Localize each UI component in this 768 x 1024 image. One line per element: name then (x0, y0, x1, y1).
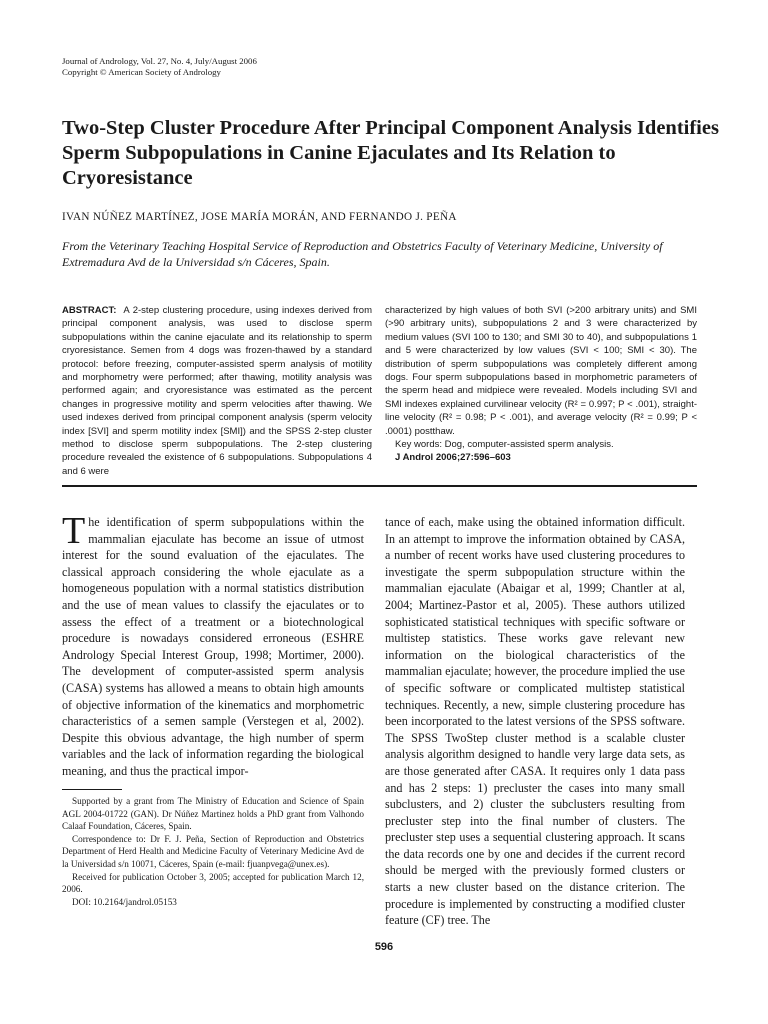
drop-cap: T (62, 510, 86, 552)
intro-text: he identification of sperm subpopulations within the mammalian ejaculate has become an issue of utmost interest for the sound evaluation of the ejaculates. The classical approach considering the whole ejaculate as a homogeneous population with a normal statistics distribution and the use of mean values to classify the ejaculates or to assess the effect of a treatment or a biotechnological procedure is nowadays considered erroneous (ESHRE Andrology Special Interest Group, 1998; Mortimer, 2000). The development of computer-assisted sperm analysis (CASA) systems has allowed a means to obtain high amounts of objective information of the kinematics and morphometric characteristics of a semen sample (Verstegen et al, 2002). Despite this obvious advantage, the high number of sperm variables and the lack of information regarding the biological meaning, and thus the practical impor- (62, 515, 364, 778)
footnote-doi: DOI: 10.2164/jandrol.05153 (72, 896, 177, 907)
body-left-column (62, 510, 364, 780)
body-paragraph: tance of each, make using the obtained information difficult. In an attempt to improve the information obtained by CASA, a number of recent works have used clustering procedures to investigate the sperm subpopulation structure within the mammalian ejaculate (Abaigar et al, 1999; Chantler at al, 2004; Martinez-Pastor et al, 2005). These authors utilized sophisticated statistical techniques with specific software or multistep statistics. These works gave relevant new information on the biological characteristics of the mammalian ejaculate; however, the procedure implied the use of specific software or complicated multistep statistical techniques. Recently, a new, simple clustering procedure has been incorporated to the latest versions of the SPSS software. The SPSS TwoStep cluster method is a scalable cluster analysis algorithm designed to handle very large data sets, as are those generated after CASA. It requires only 1 data pass and has 2 steps: 1) precluster the cases into many small subclusters, and 2) cluster the subclusters resulting from precluster step into the final number of clusters. The precluster step uses a sequential clustering approach. It scans the data records one by one and decides if the current record should be merged with the previously formed clusters or starts a new cluster based on the distance criterion. The procedure is implemented by constructing a modified cluster feature (CF) tree. The (385, 515, 685, 928)
author-list: IVAN NÚÑEZ MARTÍNEZ, JOSE MARÍA MORÁN, AND FERNANDO J. PEÑA (62, 211, 457, 223)
intro-paragraph (62, 510, 364, 780)
copyright-line: Copyright © American Society of Andrology (62, 67, 221, 77)
footnote-support: Supported by a grant from The Ministry of Education and Science of Spain AGL 2004-01722 (GAN). Dr Núñez Martinez holds a PhD grant from Valhondo Calaaf Foundation, Cáceres, Spain. (62, 796, 364, 832)
page-number: 596 (374, 941, 394, 953)
section-divider (62, 485, 697, 487)
affiliation: From the Veterinary Teaching Hospital Service of Reproduction and Obstetrics Faculty of Veterinary Medicine, University of Extremadura Avd de la Universidad s/n Cáceres, Spain. (62, 239, 663, 269)
body-right-column (385, 514, 685, 929)
footnotes (62, 795, 364, 908)
abstract-text-left: A 2-step clustering procedure, using indexes derived from principal component analysis, was used to disclose sperm subpopulations within the canine ejaculate and its relationship to sperm cryoresistance. Semen from 4 dogs was frozen-thawed by a standard protocol: before freezing, computer-assisted sperm analysis of motility and morphometry were performed; after thawing, motility analysis was performed again; and cryoresistance was estimated as the percent changes in progressive motility and sperm velocities after thawing. We used indexes derived from principal component analysis (sperm velocity index [SVI] and sperm motility index [SMI]) and the SPSS 2-step cluster method to disclose sperm subpopulations. The 2-step clustering procedure revealed the existence of 6 subpopulations. Subpopulations 4 and 6 were (62, 305, 372, 477)
keywords: Key words: Dog, computer-assisted sperm analysis. (395, 439, 614, 451)
footnote-received: Received for publication October 3, 2005; accepted for publication March 12, 2006. (62, 871, 364, 895)
footnote-divider (62, 789, 122, 790)
abstract-label: ABSTRACT: (62, 305, 117, 316)
footnote-correspondence: Correspondence to: Dr F. J. Peña, Section of Reproduction and Obstetrics Department of Herd Health and Medicine Faculty of Veterinary Medicine Avd de la Universidad s/n 10071, Cáceres, Spain (e-mail: fjuanpvega@unex.es). (62, 833, 364, 869)
abstract-right-column (385, 304, 697, 465)
abstract-text-right: characterized by high values of both SVI (>200 arbitrary units) and SMI (>90 arbitrary units), subpopulations 2 and 3 were characterized by medium values (SVI 100 to 130; and SMI 30 to 40), and subpopulations 1 and 5 were characterized by low values (SVI < 100; SMI < 30). The distribution of sperm subpopulations was completely different among dogs. Four sperm subpopulations based in morphometric parameters of the sperm head and midpiece were revealed. Models including SVI and SMI indexes explained curvilinear velocity (R² = 0.997; P < .001), straight-line velocity (R² = 0.98; P < .001), and average velocity (R² = 0.99; P < .0001) postthaw. (385, 305, 697, 437)
journal-citation-line: Journal of Andrology, Vol. 27, No. 4, July/August 2006 (62, 56, 257, 66)
abstract-left-column (62, 304, 372, 478)
journal-citation: J Androl 2006;27:596–603 (395, 452, 511, 464)
journal-header (62, 56, 257, 78)
article-title: Two-Step Cluster Procedure After Principal Component Analysis Identifies Sperm Subpopulations in Canine Ejaculates and Its Relation to Cryoresistance (62, 117, 719, 189)
